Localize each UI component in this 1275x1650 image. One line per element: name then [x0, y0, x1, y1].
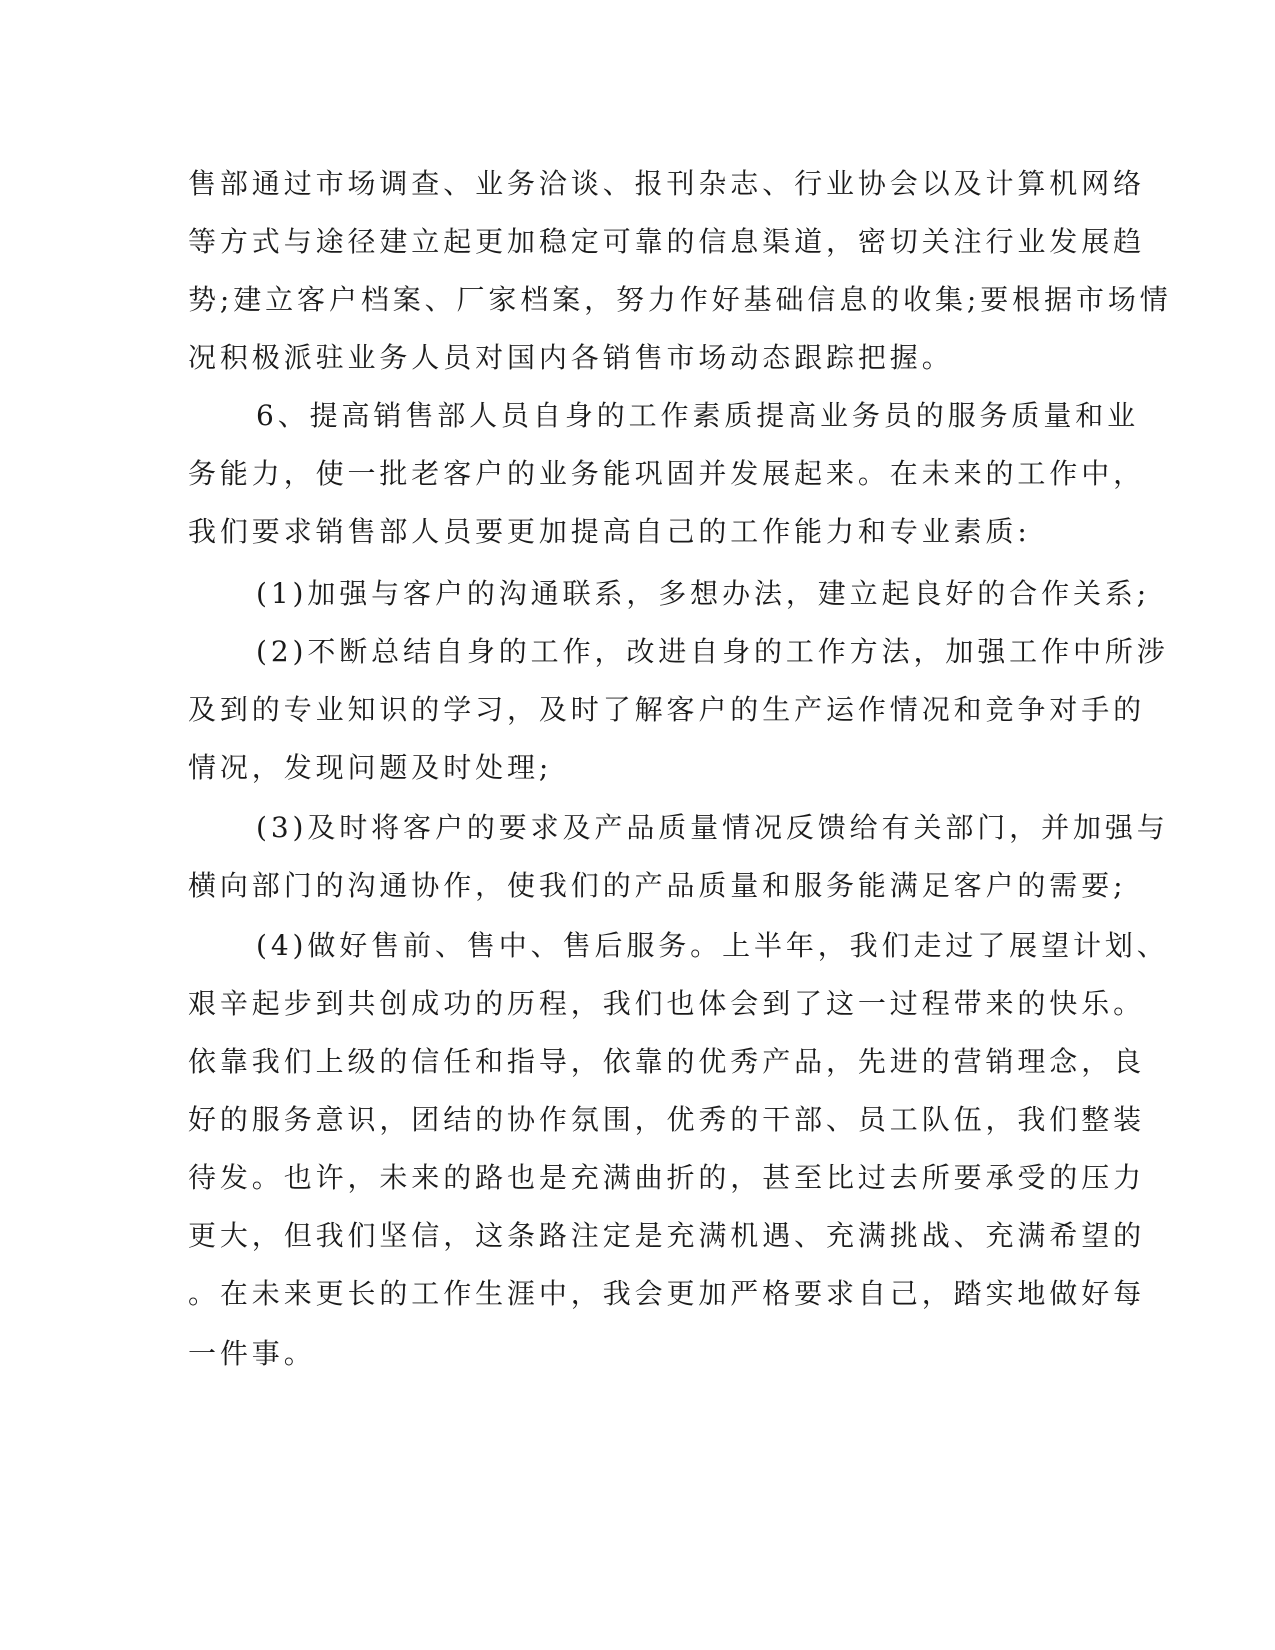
body-text-line: 及到的专业知识的学习，及时了解客户的生产运作情况和竞争对手的: [188, 693, 1146, 726]
body-text-line: 务能力，使一批老客户的业务能巩固并发展起来。在未来的工作中，: [188, 457, 1146, 490]
body-text-line: 。在未来更长的工作生涯中，我会更加严格要求自己，踏实地做好每: [188, 1277, 1146, 1310]
paragraph-heading-6: 6、提高销售部人员自身的工作素质提高业务员的服务质量和业: [256, 399, 1140, 432]
list-item-4: (4)做好售前、售中、售后服务。上半年，我们走过了展望计划、: [256, 929, 1169, 962]
body-text-line: 待发。也许，未来的路也是充满曲折的，甚至比过去所要承受的压力: [188, 1161, 1146, 1194]
body-text-line: 售部通过市场调查、业务洽谈、报刊杂志、行业协会以及计算机网络: [188, 167, 1146, 200]
body-text-line: 横向部门的沟通协作，使我们的产品质量和服务能满足客户的需要;: [188, 869, 1127, 902]
body-text-line: 我们要求销售部人员要更加提高自己的工作能力和专业素质:: [188, 515, 1031, 548]
body-text-line: 一件事。: [188, 1337, 316, 1370]
body-text-line: 势;建立客户档案、厂家档案，努力作好基础信息的收集;要根据市场情: [188, 283, 1172, 316]
body-text-line: 依靠我们上级的信任和指导，依靠的优秀产品，先进的营销理念，良: [188, 1045, 1146, 1078]
body-text-line: 情况，发现问题及时处理;: [188, 751, 553, 784]
body-text-line: 等方式与途径建立起更加稳定可靠的信息渠道，密切关注行业发展趋: [188, 225, 1146, 258]
body-text-line: 况积极派驻业务人员对国内各销售市场动态跟踪把握。: [188, 341, 954, 374]
body-text-line: 好的服务意识，团结的协作氛围，优秀的干部、员工队伍，我们整装: [188, 1103, 1146, 1136]
list-item-3: (3)及时将客户的要求及产品质量情况反馈给有关部门，并加强与: [256, 811, 1169, 844]
body-text-line: 艰辛起步到共创成功的历程，我们也体会到了这一过程带来的快乐。: [188, 987, 1146, 1020]
list-item-1: (1)加强与客户的沟通联系，多想办法，建立起良好的合作关系;: [256, 577, 1151, 610]
list-item-2: (2)不断总结自身的工作，改进自身的工作方法，加强工作中所涉: [256, 635, 1169, 668]
body-text-line: 更大，但我们坚信，这条路注定是充满机遇、充满挑战、充满希望的: [188, 1219, 1146, 1252]
